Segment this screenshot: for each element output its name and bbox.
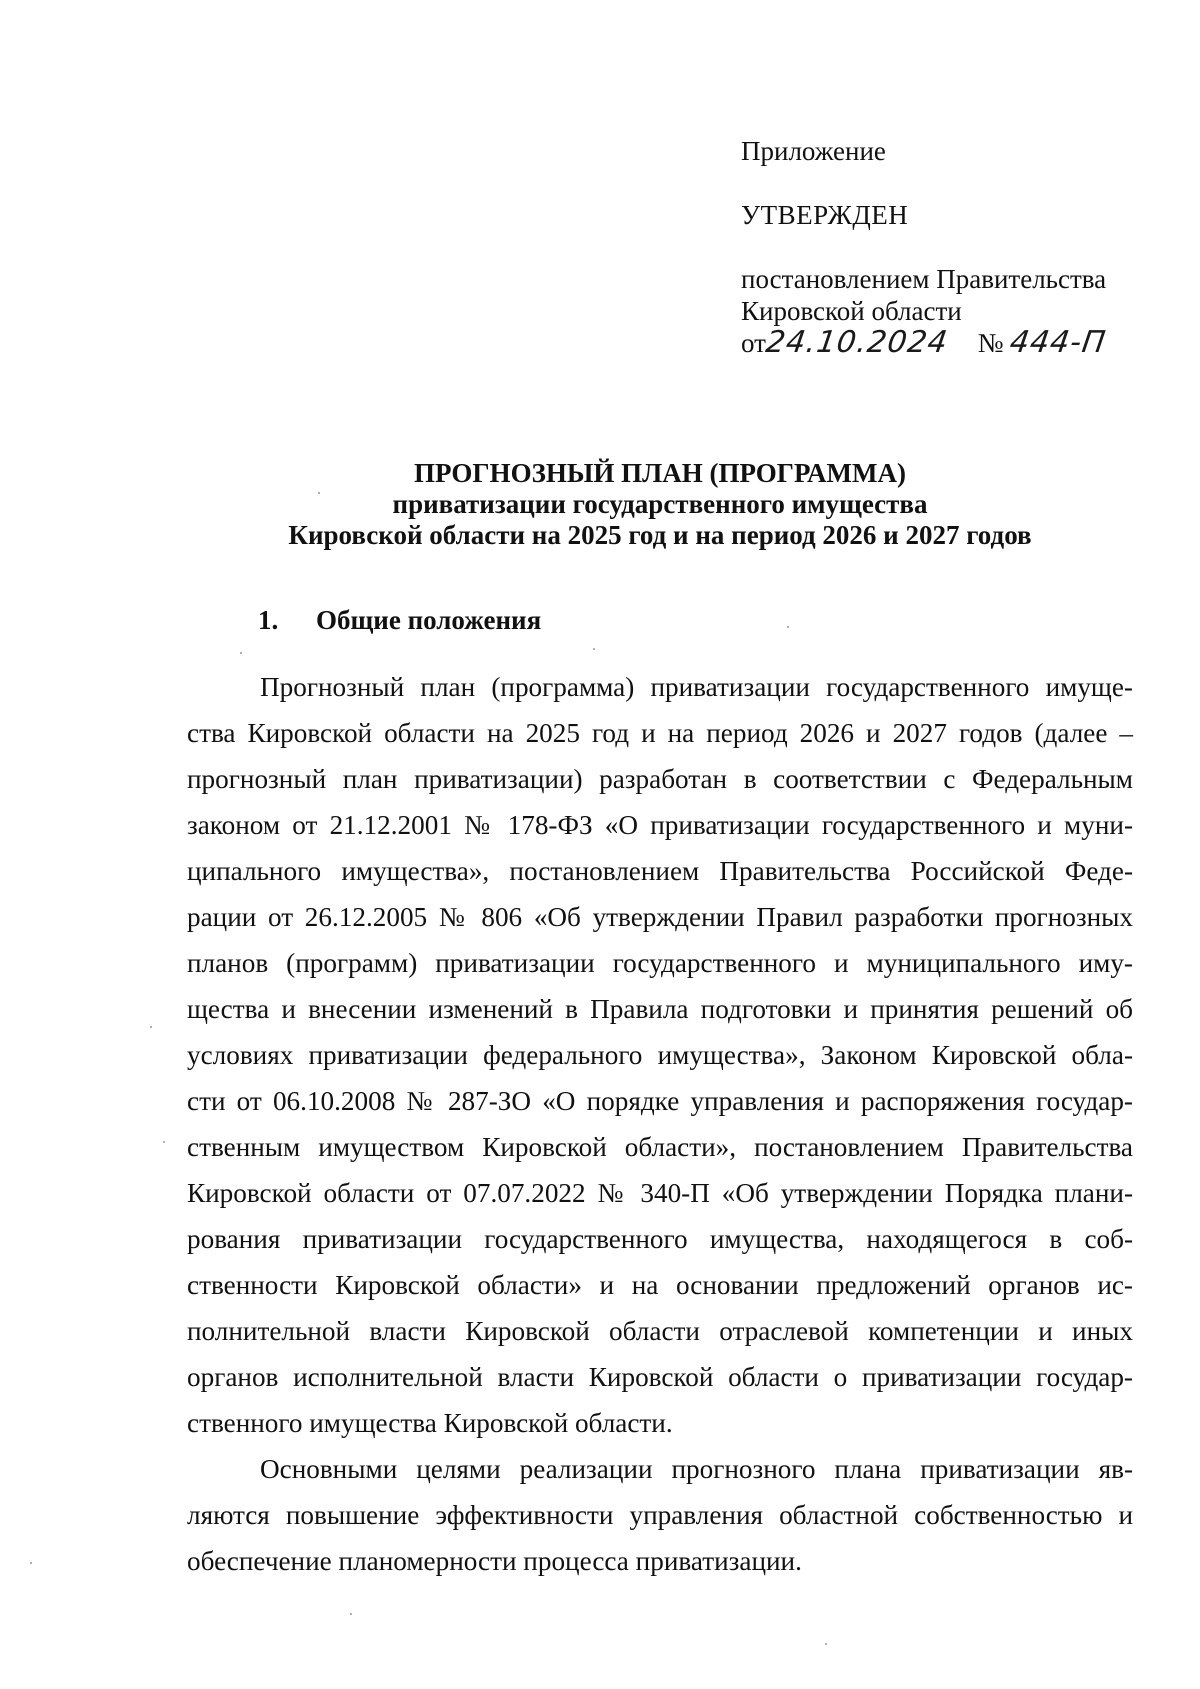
paragraph-line: ственности Кировской области» и на основании предложений органов ис- bbox=[187, 1270, 1133, 1300]
paragraph-line: ства Кировской области на 2025 год и на период 2026 и 2027 годов (далее – bbox=[187, 718, 1133, 748]
approved-label: УТВЕРЖДЕН bbox=[741, 200, 909, 230]
section-heading bbox=[258, 604, 541, 636]
paragraph-1 bbox=[187, 664, 1133, 1446]
scan-speck bbox=[318, 492, 320, 494]
scan-speck bbox=[787, 626, 789, 628]
approval-block bbox=[741, 135, 1161, 359]
paragraph-line: ственного имущества Кировской области. bbox=[187, 1408, 673, 1438]
resolution-line-1: постановлением Правительства bbox=[741, 264, 1107, 294]
title-line-2: приватизации государственного имущества bbox=[392, 489, 928, 519]
paragraph-line: ципального имущества», постановлением Правительства Российской Феде- bbox=[187, 856, 1133, 886]
paragraph-line: законом от 21.12.2001 № 178-ФЗ «О приватизации государственного и муни- bbox=[187, 810, 1133, 840]
handwritten-date: 24.10.2024 bbox=[763, 325, 951, 360]
resolution-line-2: Кировской области bbox=[741, 296, 962, 326]
scan-speck bbox=[240, 652, 242, 654]
scan-speck bbox=[825, 1643, 827, 1645]
section-title: Общие положения bbox=[316, 605, 542, 635]
document-body bbox=[187, 664, 1133, 1584]
date-prefix: от bbox=[741, 328, 766, 358]
paragraph-line: условиях приватизации федерального имущества», Законом Кировской обла- bbox=[187, 1040, 1133, 1070]
scan-speck bbox=[150, 1026, 152, 1028]
scan-speck bbox=[350, 1613, 352, 1615]
document-title bbox=[160, 458, 1160, 551]
paragraph-line: щества и внесении изменений в Правила подготовки и принятия решений об bbox=[187, 994, 1133, 1024]
resolution-date-number bbox=[741, 327, 1161, 359]
paragraph-line: рации от 26.12.2005 № 806 «Об утверждении Правил разработки прогнозных bbox=[187, 902, 1133, 932]
title-line-3: Кировской области на 2025 год и на период 2026 и 2027 годов bbox=[288, 520, 1032, 550]
paragraph-line: Кировской области от 07.07.2022 № 340-П «Об утверждении Порядка плани- bbox=[187, 1178, 1133, 1208]
paragraph-line: обеспечение планомерности процесса приватизации. bbox=[187, 1546, 802, 1576]
scan-speck bbox=[163, 1141, 165, 1143]
title-line-1: ПРОГНОЗНЫЙ ПЛАН (ПРОГРАММА) bbox=[414, 458, 906, 488]
paragraph-line: сти от 06.10.2008 № 287-ЗО «О порядке управления и распоряжения государ- bbox=[187, 1086, 1133, 1116]
paragraph-line: полнительной власти Кировской области отраслевой компетенции и иных bbox=[187, 1316, 1133, 1346]
paragraph-2 bbox=[187, 1446, 1133, 1584]
paragraph-line: ляются повышение эффективности управления областной собственностью и bbox=[187, 1500, 1133, 1530]
section-number: 1. bbox=[258, 605, 279, 635]
paragraph-line: рования приватизации государственного имущества, находящегося в соб- bbox=[187, 1224, 1133, 1254]
paragraph-line: планов (программ) приватизации государственного и муниципального иму- bbox=[187, 948, 1133, 978]
scan-speck bbox=[30, 1562, 32, 1564]
handwritten-number: 444-П bbox=[1007, 325, 1109, 360]
paragraph-line: прогнозный план приватизации) разработан в соответствии с Федеральным bbox=[187, 764, 1133, 794]
paragraph-line: Прогнозный план (программа) приватизации государственного имуще- bbox=[260, 672, 1133, 702]
paragraph-line: ственным имуществом Кировской области», постановлением Правительства bbox=[187, 1132, 1133, 1162]
number-prefix: № bbox=[977, 328, 1004, 358]
paragraph-line: Основными целями реализации прогнозного плана приватизации яв- bbox=[260, 1454, 1133, 1484]
appendix-label: Приложение bbox=[741, 136, 886, 166]
paragraph-line: органов исполнительной власти Кировской области о приватизации государ- bbox=[187, 1362, 1133, 1392]
scan-speck bbox=[593, 648, 595, 650]
